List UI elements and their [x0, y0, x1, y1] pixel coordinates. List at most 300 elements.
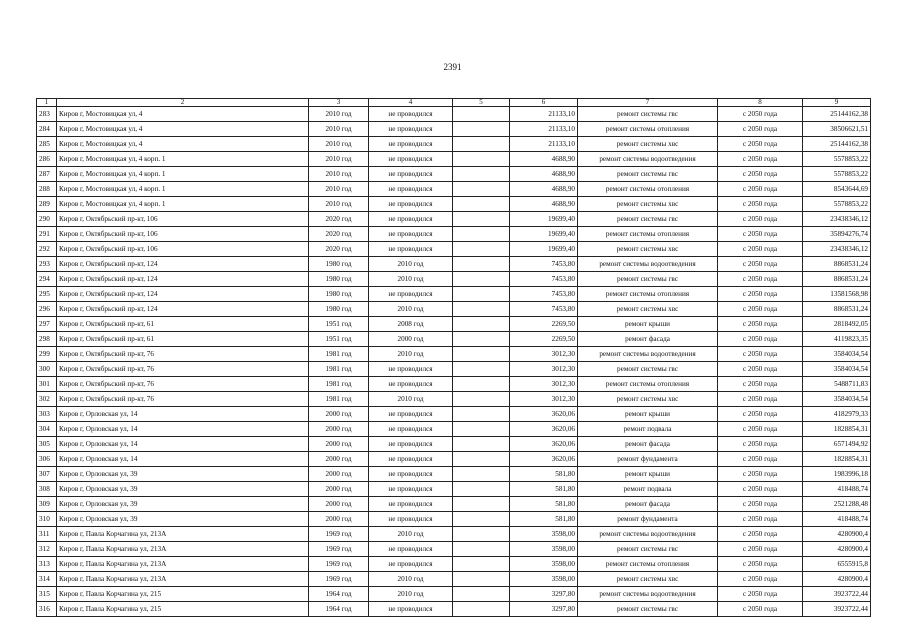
build-year-cell: 1969 год — [309, 542, 369, 557]
work-type-cell: ремонт системы хвс — [578, 302, 718, 317]
table-row — [37, 302, 871, 317]
area-cell: 3598,00 — [510, 557, 578, 572]
cost-cell: 1828854,31 — [803, 422, 871, 437]
cost-cell: 3584034,54 — [803, 362, 871, 377]
address-cell: Киров г, Октябрьский пр-кт, 61 — [57, 332, 309, 347]
last-repair-year-cell: не проводился — [369, 227, 453, 242]
table-row — [37, 227, 871, 242]
area-cell: 3012,30 — [510, 347, 578, 362]
row-number-cell: 309 — [37, 497, 57, 512]
address-cell: Киров г, Октябрьский пр-кт, 76 — [57, 362, 309, 377]
cost-cell: 35894276,74 — [803, 227, 871, 242]
area-cell: 581,80 — [510, 497, 578, 512]
planned-period-cell: с 2050 года — [718, 512, 803, 527]
table-row — [37, 272, 871, 287]
extra-cell — [453, 527, 510, 542]
build-year-cell: 2010 год — [309, 122, 369, 137]
table-row — [37, 332, 871, 347]
area-cell: 7453,80 — [510, 257, 578, 272]
row-number-cell: 287 — [37, 167, 57, 182]
address-cell: Киров г, Орловская ул, 14 — [57, 407, 309, 422]
row-number-cell: 311 — [37, 527, 57, 542]
column-header: 1 — [37, 99, 57, 107]
cost-cell: 4280900,4 — [803, 527, 871, 542]
last-repair-year-cell: 2010 год — [369, 392, 453, 407]
last-repair-year-cell: 2010 год — [369, 587, 453, 602]
build-year-cell: 1951 год — [309, 332, 369, 347]
area-cell: 2269,50 — [510, 332, 578, 347]
cost-cell: 6555915,8 — [803, 557, 871, 572]
build-year-cell: 2000 год — [309, 482, 369, 497]
planned-period-cell: с 2050 года — [718, 407, 803, 422]
area-cell: 3012,30 — [510, 362, 578, 377]
build-year-cell: 2000 год — [309, 422, 369, 437]
last-repair-year-cell: не проводился — [369, 557, 453, 572]
work-type-cell: ремонт подвала — [578, 482, 718, 497]
cost-cell: 8868531,24 — [803, 257, 871, 272]
work-type-cell: ремонт системы хвс — [578, 392, 718, 407]
address-cell: Киров г, Орловская ул, 14 — [57, 437, 309, 452]
last-repair-year-cell: не проводился — [369, 182, 453, 197]
work-type-cell: ремонт системы отопления — [578, 377, 718, 392]
last-repair-year-cell: не проводился — [369, 602, 453, 617]
table-row — [37, 422, 871, 437]
cost-cell: 23438346,12 — [803, 242, 871, 257]
extra-cell — [453, 287, 510, 302]
work-type-cell: ремонт фасада — [578, 437, 718, 452]
planned-period-cell: с 2050 года — [718, 452, 803, 467]
planned-period-cell: с 2050 года — [718, 107, 803, 122]
cost-cell: 418488,74 — [803, 482, 871, 497]
last-repair-year-cell: не проводился — [369, 407, 453, 422]
row-number-cell: 294 — [37, 272, 57, 287]
cost-cell: 8868531,24 — [803, 272, 871, 287]
last-repair-year-cell: не проводился — [369, 542, 453, 557]
column-header: 4 — [369, 99, 453, 107]
column-header: 8 — [718, 99, 803, 107]
address-cell: Киров г, Павла Корчагина ул, 215 — [57, 587, 309, 602]
table-row — [37, 182, 871, 197]
work-type-cell: ремонт системы водоотведения — [578, 587, 718, 602]
build-year-cell: 2010 год — [309, 107, 369, 122]
work-type-cell: ремонт системы отопления — [578, 122, 718, 137]
last-repair-year-cell: не проводился — [369, 437, 453, 452]
row-number-cell: 307 — [37, 467, 57, 482]
last-repair-year-cell: не проводился — [369, 497, 453, 512]
area-cell: 4688,90 — [510, 167, 578, 182]
cost-cell: 4280900,4 — [803, 572, 871, 587]
area-cell: 7453,80 — [510, 302, 578, 317]
build-year-cell: 2020 год — [309, 242, 369, 257]
work-type-cell: ремонт фундамента — [578, 512, 718, 527]
area-cell: 2269,50 — [510, 317, 578, 332]
build-year-cell: 2000 год — [309, 407, 369, 422]
area-cell: 4688,90 — [510, 197, 578, 212]
page-number: 2391 — [443, 62, 462, 72]
planned-period-cell: с 2050 года — [718, 167, 803, 182]
area-cell: 3620,06 — [510, 437, 578, 452]
cost-cell: 13581568,98 — [803, 287, 871, 302]
area-cell: 3598,00 — [510, 572, 578, 587]
last-repair-year-cell: 2008 год — [369, 317, 453, 332]
area-cell: 3598,00 — [510, 527, 578, 542]
last-repair-year-cell: не проводился — [369, 242, 453, 257]
extra-cell — [453, 542, 510, 557]
last-repair-year-cell: не проводился — [369, 452, 453, 467]
address-cell: Киров г, Октябрьский пр-кт, 106 — [57, 212, 309, 227]
row-number-cell: 312 — [37, 542, 57, 557]
cost-cell: 5578853,22 — [803, 152, 871, 167]
build-year-cell: 2020 год — [309, 227, 369, 242]
table-row — [37, 452, 871, 467]
cost-cell: 418488,74 — [803, 512, 871, 527]
table-row — [37, 467, 871, 482]
planned-period-cell: с 2050 года — [718, 272, 803, 287]
planned-period-cell: с 2050 года — [718, 302, 803, 317]
row-number-cell: 303 — [37, 407, 57, 422]
capital-repair-table — [36, 98, 871, 617]
work-type-cell: ремонт системы гвс — [578, 107, 718, 122]
last-repair-year-cell: не проводился — [369, 152, 453, 167]
planned-period-cell: с 2050 года — [718, 572, 803, 587]
extra-cell — [453, 452, 510, 467]
planned-period-cell: с 2050 года — [718, 317, 803, 332]
build-year-cell: 1980 год — [309, 257, 369, 272]
build-year-cell: 1981 год — [309, 362, 369, 377]
build-year-cell: 1969 год — [309, 572, 369, 587]
table-row — [37, 137, 871, 152]
cost-cell: 4182979,33 — [803, 407, 871, 422]
cost-cell: 23438346,12 — [803, 212, 871, 227]
extra-cell — [453, 392, 510, 407]
table-row — [37, 167, 871, 182]
area-cell: 3012,30 — [510, 377, 578, 392]
table-row — [37, 482, 871, 497]
extra-cell — [453, 257, 510, 272]
build-year-cell: 1980 год — [309, 272, 369, 287]
area-cell: 19699,40 — [510, 227, 578, 242]
table-row — [37, 317, 871, 332]
address-cell: Киров г, Октябрьский пр-кт, 124 — [57, 302, 309, 317]
row-number-cell: 314 — [37, 572, 57, 587]
row-number-cell: 292 — [37, 242, 57, 257]
build-year-cell: 1969 год — [309, 527, 369, 542]
cost-cell: 2521288,48 — [803, 497, 871, 512]
planned-period-cell: с 2050 года — [718, 242, 803, 257]
row-number-cell: 296 — [37, 302, 57, 317]
column-header: 3 — [309, 99, 369, 107]
area-cell: 21133,10 — [510, 122, 578, 137]
extra-cell — [453, 602, 510, 617]
build-year-cell: 1981 год — [309, 377, 369, 392]
work-type-cell: ремонт системы водоотведения — [578, 527, 718, 542]
row-number-cell: 288 — [37, 182, 57, 197]
work-type-cell: ремонт системы гвс — [578, 542, 718, 557]
table-row — [37, 212, 871, 227]
area-cell: 3297,80 — [510, 587, 578, 602]
extra-cell — [453, 167, 510, 182]
last-repair-year-cell: не проводился — [369, 212, 453, 227]
table-row — [37, 512, 871, 527]
address-cell: Киров г, Октябрьский пр-кт, 76 — [57, 347, 309, 362]
build-year-cell: 1980 год — [309, 287, 369, 302]
address-cell: Киров г, Октябрьский пр-кт, 106 — [57, 242, 309, 257]
area-cell: 3012,30 — [510, 392, 578, 407]
table-row — [37, 587, 871, 602]
extra-cell — [453, 332, 510, 347]
address-cell: Киров г, Октябрьский пр-кт, 124 — [57, 272, 309, 287]
table-row — [37, 407, 871, 422]
table-row — [37, 437, 871, 452]
build-year-cell: 1951 год — [309, 317, 369, 332]
build-year-cell: 2000 год — [309, 512, 369, 527]
column-number-header-row — [37, 99, 871, 107]
extra-cell — [453, 482, 510, 497]
planned-period-cell: с 2050 года — [718, 152, 803, 167]
table-row — [37, 497, 871, 512]
address-cell: Киров г, Орловская ул, 39 — [57, 467, 309, 482]
extra-cell — [453, 572, 510, 587]
extra-cell — [453, 182, 510, 197]
table-row — [37, 107, 871, 122]
work-type-cell: ремонт системы хвс — [578, 137, 718, 152]
work-type-cell: ремонт системы отопления — [578, 287, 718, 302]
work-type-cell: ремонт подвала — [578, 422, 718, 437]
extra-cell — [453, 152, 510, 167]
address-cell: Киров г, Мостовицкая ул, 4 — [57, 137, 309, 152]
planned-period-cell: с 2050 года — [718, 467, 803, 482]
table-row — [37, 347, 871, 362]
build-year-cell: 2020 год — [309, 212, 369, 227]
row-number-cell: 305 — [37, 437, 57, 452]
work-type-cell: ремонт системы гвс — [578, 602, 718, 617]
work-type-cell: ремонт системы водоотведения — [578, 347, 718, 362]
build-year-cell: 2000 год — [309, 452, 369, 467]
address-cell: Киров г, Орловская ул, 39 — [57, 512, 309, 527]
build-year-cell: 2010 год — [309, 152, 369, 167]
last-repair-year-cell: не проводился — [369, 512, 453, 527]
column-header: 6 — [510, 99, 578, 107]
address-cell: Киров г, Павла Корчагина ул, 213А — [57, 527, 309, 542]
row-number-cell: 290 — [37, 212, 57, 227]
address-cell: Киров г, Павла Корчагина ул, 213А — [57, 557, 309, 572]
extra-cell — [453, 557, 510, 572]
cost-cell: 3923722,44 — [803, 602, 871, 617]
work-type-cell: ремонт системы гвс — [578, 362, 718, 377]
table-row — [37, 542, 871, 557]
table-row — [37, 602, 871, 617]
extra-cell — [453, 377, 510, 392]
last-repair-year-cell: не проводился — [369, 287, 453, 302]
extra-cell — [453, 212, 510, 227]
row-number-cell: 299 — [37, 347, 57, 362]
address-cell: Киров г, Мостовицкая ул, 4 — [57, 122, 309, 137]
cost-cell: 25144162,38 — [803, 137, 871, 152]
row-number-cell: 304 — [37, 422, 57, 437]
column-header: 5 — [453, 99, 510, 107]
cost-cell: 6571494,92 — [803, 437, 871, 452]
column-header: 2 — [57, 99, 309, 107]
planned-period-cell: с 2050 года — [718, 437, 803, 452]
area-cell: 21133,10 — [510, 137, 578, 152]
last-repair-year-cell: не проводился — [369, 362, 453, 377]
table-row — [37, 392, 871, 407]
build-year-cell: 2010 год — [309, 167, 369, 182]
row-number-cell: 286 — [37, 152, 57, 167]
work-type-cell: ремонт фундамента — [578, 452, 718, 467]
cost-cell: 25144162,38 — [803, 107, 871, 122]
extra-cell — [453, 347, 510, 362]
address-cell: Киров г, Мостовицкая ул, 4 корп. 1 — [57, 182, 309, 197]
extra-cell — [453, 197, 510, 212]
row-number-cell: 301 — [37, 377, 57, 392]
area-cell: 581,80 — [510, 467, 578, 482]
area-cell: 7453,80 — [510, 272, 578, 287]
area-cell: 3297,80 — [510, 602, 578, 617]
area-cell: 3620,06 — [510, 407, 578, 422]
last-repair-year-cell: 2010 год — [369, 527, 453, 542]
build-year-cell: 1981 год — [309, 347, 369, 362]
build-year-cell: 2010 год — [309, 182, 369, 197]
planned-period-cell: с 2050 года — [718, 257, 803, 272]
work-type-cell: ремонт системы отопления — [578, 182, 718, 197]
address-cell: Киров г, Октябрьский пр-кт, 124 — [57, 257, 309, 272]
last-repair-year-cell: 2010 год — [369, 347, 453, 362]
build-year-cell: 2010 год — [309, 197, 369, 212]
area-cell: 21133,10 — [510, 107, 578, 122]
planned-period-cell: с 2050 года — [718, 227, 803, 242]
address-cell: Киров г, Мостовицкая ул, 4 — [57, 107, 309, 122]
work-type-cell: ремонт системы водоотведения — [578, 257, 718, 272]
table-row — [37, 257, 871, 272]
table-row — [37, 527, 871, 542]
cost-cell: 5488711,83 — [803, 377, 871, 392]
row-number-cell: 300 — [37, 362, 57, 377]
build-year-cell: 2010 год — [309, 137, 369, 152]
last-repair-year-cell: 2000 год — [369, 332, 453, 347]
last-repair-year-cell: не проводился — [369, 467, 453, 482]
build-year-cell: 2000 год — [309, 437, 369, 452]
planned-period-cell: с 2050 года — [718, 377, 803, 392]
last-repair-year-cell: не проводился — [369, 137, 453, 152]
area-cell: 19699,40 — [510, 242, 578, 257]
row-number-cell: 308 — [37, 482, 57, 497]
table-row — [37, 572, 871, 587]
planned-period-cell: с 2050 года — [718, 332, 803, 347]
table-row — [37, 152, 871, 167]
planned-period-cell: с 2050 года — [718, 497, 803, 512]
last-repair-year-cell: 2010 год — [369, 272, 453, 287]
work-type-cell: ремонт системы гвс — [578, 272, 718, 287]
address-cell: Киров г, Павла Корчагина ул, 215 — [57, 602, 309, 617]
last-repair-year-cell: не проводился — [369, 422, 453, 437]
area-cell: 3598,00 — [510, 542, 578, 557]
extra-cell — [453, 242, 510, 257]
planned-period-cell: с 2050 года — [718, 527, 803, 542]
address-cell: Киров г, Павла Корчагина ул, 213А — [57, 572, 309, 587]
work-type-cell: ремонт фасада — [578, 497, 718, 512]
build-year-cell: 1969 год — [309, 557, 369, 572]
last-repair-year-cell: не проводился — [369, 122, 453, 137]
row-number-cell: 316 — [37, 602, 57, 617]
planned-period-cell: с 2050 года — [718, 287, 803, 302]
build-year-cell: 2000 год — [309, 497, 369, 512]
build-year-cell: 1981 год — [309, 392, 369, 407]
last-repair-year-cell: не проводился — [369, 197, 453, 212]
extra-cell — [453, 497, 510, 512]
extra-cell — [453, 272, 510, 287]
cost-cell: 1983996,18 — [803, 467, 871, 482]
area-cell: 581,80 — [510, 512, 578, 527]
table-row — [37, 242, 871, 257]
work-type-cell: ремонт системы отопления — [578, 557, 718, 572]
row-number-cell: 310 — [37, 512, 57, 527]
area-cell: 19699,40 — [510, 212, 578, 227]
area-cell: 3620,06 — [510, 422, 578, 437]
last-repair-year-cell: не проводился — [369, 107, 453, 122]
build-year-cell: 1964 год — [309, 602, 369, 617]
address-cell: Киров г, Октябрьский пр-кт, 76 — [57, 377, 309, 392]
planned-period-cell: с 2050 года — [718, 542, 803, 557]
work-type-cell: ремонт системы хвс — [578, 197, 718, 212]
row-number-cell: 283 — [37, 107, 57, 122]
planned-period-cell: с 2050 года — [718, 587, 803, 602]
address-cell: Киров г, Октябрьский пр-кт, 106 — [57, 227, 309, 242]
extra-cell — [453, 227, 510, 242]
extra-cell — [453, 302, 510, 317]
planned-period-cell: с 2050 года — [718, 122, 803, 137]
last-repair-year-cell: 2010 год — [369, 302, 453, 317]
address-cell: Киров г, Орловская ул, 39 — [57, 497, 309, 512]
row-number-cell: 291 — [37, 227, 57, 242]
work-type-cell: ремонт системы гвс — [578, 167, 718, 182]
work-type-cell: ремонт системы хвс — [578, 572, 718, 587]
extra-cell — [453, 422, 510, 437]
planned-period-cell: с 2050 года — [718, 212, 803, 227]
planned-period-cell: с 2050 года — [718, 422, 803, 437]
table-row — [37, 197, 871, 212]
cost-cell: 5578853,22 — [803, 197, 871, 212]
extra-cell — [453, 362, 510, 377]
address-cell: Киров г, Орловская ул, 39 — [57, 482, 309, 497]
row-number-cell: 289 — [37, 197, 57, 212]
planned-period-cell: с 2050 года — [718, 557, 803, 572]
address-cell: Киров г, Мостовицкая ул, 4 корп. 1 — [57, 152, 309, 167]
table-body — [37, 107, 871, 617]
last-repair-year-cell: 2010 год — [369, 572, 453, 587]
table-row — [37, 377, 871, 392]
area-cell: 4688,90 — [510, 182, 578, 197]
last-repair-year-cell: не проводился — [369, 167, 453, 182]
planned-period-cell: с 2050 года — [718, 392, 803, 407]
column-header: 9 — [803, 99, 871, 107]
row-number-cell: 284 — [37, 122, 57, 137]
planned-period-cell: с 2050 года — [718, 197, 803, 212]
cost-cell: 38506621,51 — [803, 122, 871, 137]
work-type-cell: ремонт крыши — [578, 317, 718, 332]
cost-cell: 5578853,22 — [803, 167, 871, 182]
cost-cell: 8868531,24 — [803, 302, 871, 317]
column-header: 7 — [578, 99, 718, 107]
address-cell: Киров г, Октябрьский пр-кт, 76 — [57, 392, 309, 407]
work-type-cell: ремонт фасада — [578, 332, 718, 347]
extra-cell — [453, 587, 510, 602]
planned-period-cell: с 2050 года — [718, 482, 803, 497]
build-year-cell: 1964 год — [309, 587, 369, 602]
planned-period-cell: с 2050 года — [718, 362, 803, 377]
cost-cell: 3584034,54 — [803, 392, 871, 407]
table-row — [37, 362, 871, 377]
